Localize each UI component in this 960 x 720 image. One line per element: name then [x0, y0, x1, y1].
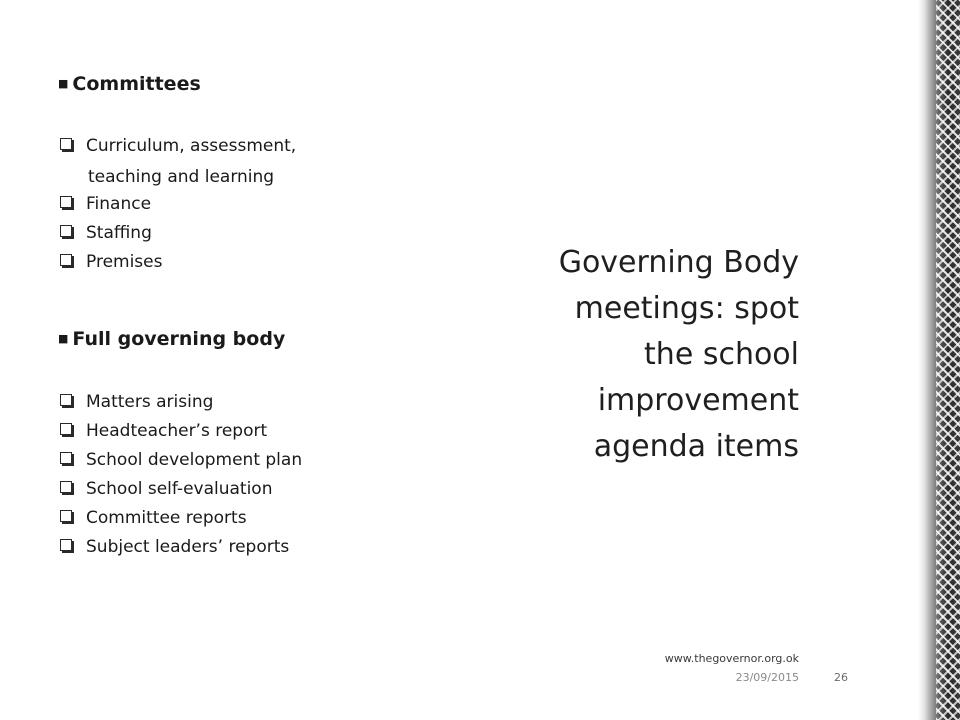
square-bullet-icon: ■ — [58, 77, 69, 90]
list-item: Staffing — [58, 219, 152, 248]
title-line: meetings: spot — [574, 291, 799, 326]
checkbox-bullet-icon — [60, 510, 72, 522]
list-item: School development plan — [58, 446, 302, 475]
slide-title — [520, 240, 799, 470]
page-number: 26 — [834, 671, 848, 684]
checkbox-bullet-icon — [60, 138, 72, 150]
checkbox-bullet-icon — [60, 539, 72, 551]
title-line: improvement — [597, 383, 799, 418]
section-heading-committees: ■ Committees — [58, 73, 201, 95]
list-item: Committee reports — [58, 504, 247, 533]
list-item: Headteacher’s report — [58, 417, 267, 446]
checkbox-bullet-icon — [60, 481, 72, 493]
footer-url: www.thegovernor.org.ok — [664, 652, 799, 665]
checkbox-bullet-icon — [60, 196, 72, 208]
title-line: the school — [644, 337, 799, 372]
list-item: School self-evaluation — [58, 475, 273, 504]
checkbox-bullet-icon — [60, 225, 72, 237]
list-item: Finance — [58, 190, 151, 219]
section-heading-full-governing-body: ■ Full governing body — [58, 328, 286, 350]
title-line: Governing Body — [558, 245, 799, 280]
diamond-pattern — [936, 0, 960, 720]
square-bullet-icon: ■ — [58, 332, 69, 345]
checkbox-bullet-icon — [60, 254, 72, 266]
checkbox-bullet-icon — [60, 394, 72, 406]
checkbox-bullet-icon — [60, 452, 72, 464]
checkbox-bullet-icon — [60, 423, 72, 435]
footer-date: 23/09/2015 — [735, 671, 799, 684]
list-item: Curriculum, assessment, teaching and learning — [58, 131, 296, 193]
title-line: agenda items — [593, 429, 799, 464]
list-item: Matters arising — [58, 388, 213, 417]
decorative-border — [918, 0, 960, 720]
list-item: Subject leaders’ reports — [58, 533, 289, 562]
list-item: Premises — [58, 248, 162, 277]
